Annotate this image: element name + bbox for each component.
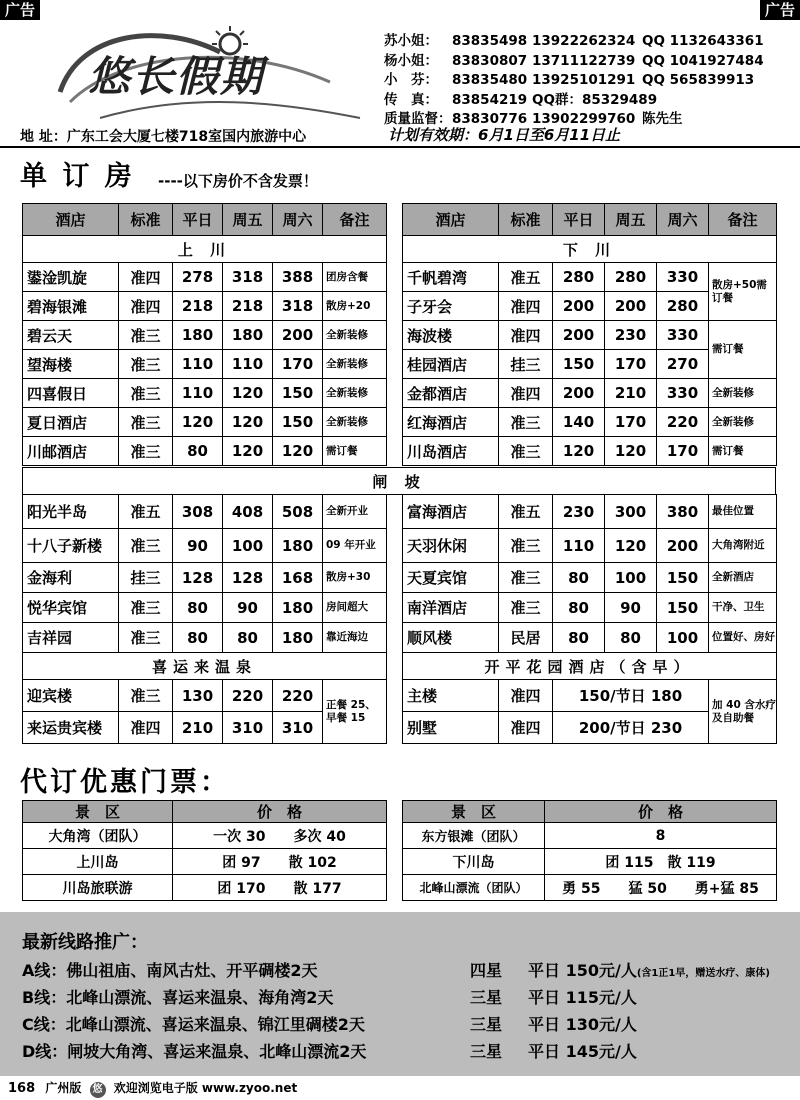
contact-qq: 陈先生: [642, 111, 683, 127]
price-friday: 170: [605, 350, 657, 379]
brand-name: 悠长假期: [88, 52, 265, 101]
rooms-title: 单 订 房: [20, 161, 135, 192]
hotel-grade: 准三: [119, 437, 173, 466]
scenic-spot: 北峰山漂流（团队）: [403, 875, 545, 901]
price-saturday: 180: [273, 623, 323, 653]
hotel-grade: 挂三: [119, 563, 173, 593]
hotel-grade: 准五: [499, 263, 553, 292]
price-friday: 110: [223, 350, 273, 379]
table-row: [403, 593, 777, 623]
price-weekday: 210: [173, 712, 223, 744]
hotel-grade: 民居: [499, 623, 553, 653]
col-header: 景 区: [23, 801, 173, 823]
ad-label-left: 广告: [0, 0, 40, 20]
price-saturday: 380: [657, 495, 709, 529]
table-row: [23, 408, 387, 437]
remark: 加 40 含水疗及自助餐: [709, 680, 777, 744]
price-friday: 310: [223, 712, 273, 744]
table-row: [403, 321, 777, 350]
price-weekday: 80: [553, 563, 605, 593]
table-row: [403, 379, 777, 408]
route-line: B线：北峰山漂流、喜运来温泉、海角湾2天: [22, 988, 334, 1007]
scenic-spot: 川岛旅联游: [23, 875, 173, 901]
region-header: 闸 坡: [23, 468, 776, 495]
price-friday: 200: [605, 292, 657, 321]
price-weekday: 308: [173, 495, 223, 529]
hotel-grade: 准四: [499, 292, 553, 321]
remark: 散房+30: [323, 563, 387, 593]
col-header: 周六: [273, 204, 323, 236]
page-number: 168: [8, 1081, 36, 1096]
table-row: [403, 849, 777, 875]
price-weekday: 110: [553, 529, 605, 563]
price-friday: 120: [223, 437, 273, 466]
route-price: 平日 145元/人: [528, 1042, 637, 1061]
scenic-spot: 上川岛: [23, 849, 173, 875]
remark: 全新装修: [323, 321, 387, 350]
contact-tel: 83830776: [452, 111, 528, 127]
hotel-name: 千帆碧湾: [403, 263, 499, 292]
ticket-price: 团 170 散 177: [173, 875, 387, 901]
table-row: [23, 350, 387, 379]
route-line: C线：北峰山漂流、喜运来温泉、锦江里碉楼2天: [22, 1015, 365, 1034]
remark: 房间超大: [323, 593, 387, 623]
remark: 全新酒店: [709, 563, 777, 593]
validity-period: 计划有效期：6月1日至6月11日止: [388, 126, 621, 144]
region-header: 开平花园酒店（含早）: [403, 653, 777, 680]
hotel-name: 四喜假日: [23, 379, 119, 408]
zhapo-header: [22, 467, 776, 495]
table-row: [403, 495, 777, 529]
price-weekday: 80: [173, 437, 223, 466]
hotel-name: 望海楼: [23, 350, 119, 379]
route-star: 四星: [470, 961, 503, 980]
hotel-name: 富海酒店: [403, 495, 499, 529]
hotel-name: 夏日酒店: [23, 408, 119, 437]
price-friday: 120: [223, 408, 273, 437]
hotel-grade: 准三: [119, 680, 173, 712]
hotel-name: 金都酒店: [403, 379, 499, 408]
contact-qq: QQ 1041927484: [642, 52, 764, 69]
contact-name: 传 真：: [384, 91, 438, 108]
price-saturday: 150: [657, 563, 709, 593]
tickets-title: 代订优惠门票：: [20, 767, 230, 798]
remark: 靠近海边: [323, 623, 387, 653]
edition-label: 广州版: [45, 1081, 82, 1095]
hotel-grade: 准四: [499, 712, 553, 744]
hotel-name: 红海酒店: [403, 408, 499, 437]
price-saturday: 170: [273, 350, 323, 379]
price-saturday: 170: [657, 437, 709, 466]
contact-row: [384, 71, 764, 91]
price-weekday: 230: [553, 495, 605, 529]
col-header: 备注: [709, 204, 777, 236]
route-price: 平日 115元/人: [528, 988, 637, 1007]
price-weekday: 90: [173, 529, 223, 563]
col-header: 平日: [173, 204, 223, 236]
col-header: 酒店: [23, 204, 119, 236]
price-saturday: 280: [657, 292, 709, 321]
contact-mobile: 13902299760: [532, 111, 636, 127]
footer-text: 欢迎浏览电子版 www.zyoo.net: [113, 1081, 298, 1095]
scenic-spot: 东方银滩（团队）: [403, 823, 545, 849]
hotel-grade: 准五: [119, 495, 173, 529]
contact-mobile: 13922262324: [532, 33, 636, 49]
price-saturday: 330: [657, 379, 709, 408]
tickets-table-right: [402, 800, 777, 901]
hotel-name: 十八子新楼: [23, 529, 119, 563]
col-header: 景 区: [403, 801, 545, 823]
ticket-price: 团 97 散 102: [173, 849, 387, 875]
hotel-grade: 准四: [499, 321, 553, 350]
table-row: [23, 292, 387, 321]
col-header: 周六: [657, 204, 709, 236]
hotel-name: 天羽休闲: [403, 529, 499, 563]
hotel-grade: 准四: [499, 680, 553, 712]
route-star: 三星: [470, 1015, 503, 1034]
rooms-table-left: [22, 203, 387, 466]
price-range: 150/节日 180: [553, 680, 709, 712]
price-friday: 180: [223, 321, 273, 350]
remark: 需订餐: [323, 437, 387, 466]
price-weekday: 140: [553, 408, 605, 437]
address: 地 址：广东工会大厦七楼718室国内旅游中心: [20, 129, 307, 145]
contact-tel: 83854219: [452, 91, 528, 108]
hotel-name: 顺风楼: [403, 623, 499, 653]
contact-row: [384, 91, 764, 111]
col-header: 备注: [323, 204, 387, 236]
hotel-name: 金海利: [23, 563, 119, 593]
table-row: [23, 875, 387, 901]
price-friday: 300: [605, 495, 657, 529]
price-saturday: 318: [273, 292, 323, 321]
table-row: [403, 875, 777, 901]
price-saturday: 200: [273, 321, 323, 350]
price-friday: 120: [605, 437, 657, 466]
price-friday: 218: [223, 292, 273, 321]
table-row: [23, 623, 387, 653]
price-weekday: 150: [553, 350, 605, 379]
contact-row: [384, 32, 764, 52]
scenic-spot: 下川岛: [403, 849, 545, 875]
hotel-grade: 准四: [499, 379, 553, 408]
contact-name: 质量监督：: [384, 111, 452, 127]
price-weekday: 278: [173, 263, 223, 292]
price-weekday: 120: [173, 408, 223, 437]
zhapo-table-left: [22, 494, 387, 744]
table-row: [403, 437, 777, 466]
badge-icon: 悠: [90, 1082, 106, 1098]
price-saturday: 180: [273, 529, 323, 563]
price-weekday: 180: [173, 321, 223, 350]
contact-tel: 83835480: [452, 72, 528, 88]
hotel-name: 主楼: [403, 680, 499, 712]
table-header-row: [403, 204, 777, 236]
table-row: [403, 408, 777, 437]
region-header: 喜运来温泉: [23, 653, 387, 680]
col-header: 平日: [553, 204, 605, 236]
remark: 最佳位置: [709, 495, 777, 529]
hotel-name: 碧海银滩: [23, 292, 119, 321]
hotel-grade: 准三: [119, 623, 173, 653]
price-saturday: 150: [273, 379, 323, 408]
route-price: [528, 958, 770, 981]
price-friday: 408: [223, 495, 273, 529]
hotel-grade: 准四: [119, 292, 173, 321]
hotel-name: 别墅: [403, 712, 499, 744]
table-row: [23, 563, 387, 593]
page-footer: [8, 1079, 297, 1098]
price-weekday: 120: [553, 437, 605, 466]
remark: 全新装修: [709, 379, 777, 408]
table-row: [403, 680, 777, 712]
price-weekday: 110: [173, 350, 223, 379]
price-weekday: 80: [173, 593, 223, 623]
hotel-grade: 挂三: [499, 350, 553, 379]
price-friday: 210: [605, 379, 657, 408]
table-row: [403, 823, 777, 849]
price-weekday: 280: [553, 263, 605, 292]
price-saturday: 388: [273, 263, 323, 292]
ticket-price: 8: [545, 823, 777, 849]
price-saturday: 508: [273, 495, 323, 529]
remark: 需订餐: [709, 321, 777, 379]
hotel-name: 川邮酒店: [23, 437, 119, 466]
price-friday: 170: [605, 408, 657, 437]
hotel-name: 海波楼: [403, 321, 499, 350]
remark: 位置好、房好: [709, 623, 777, 653]
hotel-name: 来运贵宾楼: [23, 712, 119, 744]
ad-label-right: 广告: [760, 0, 800, 20]
contact-list: [384, 32, 764, 130]
table-row: [23, 263, 387, 292]
price-weekday: 218: [173, 292, 223, 321]
remark: 正餐 25、早餐 15: [323, 680, 387, 744]
hotel-name: 川岛酒店: [403, 437, 499, 466]
price-friday: 80: [605, 623, 657, 653]
contact-mobile: QQ群：85329489: [532, 91, 658, 108]
table-row: [403, 563, 777, 593]
hotel-grade: 准三: [499, 408, 553, 437]
hotel-name: 吉祥园: [23, 623, 119, 653]
hotel-name: 迎宾楼: [23, 680, 119, 712]
table-row: [23, 849, 387, 875]
price-weekday: 200: [553, 321, 605, 350]
price-friday: 128: [223, 563, 273, 593]
col-header: 标准: [119, 204, 173, 236]
hotel-grade: 准三: [499, 437, 553, 466]
remark: 干净、卫生: [709, 593, 777, 623]
table-row: [23, 495, 387, 529]
price-saturday: 270: [657, 350, 709, 379]
table-row: [23, 321, 387, 350]
price-friday: 120: [605, 529, 657, 563]
price-saturday: 180: [273, 593, 323, 623]
route-star: 三星: [470, 988, 503, 1007]
price-weekday: 80: [173, 623, 223, 653]
contact-qq: QQ 1132643361: [642, 33, 764, 49]
route-price-extra: (含1正1早，赠送水疗、康体): [636, 968, 770, 979]
remark: 全新装修: [323, 408, 387, 437]
contact-mobile: 13711122739: [532, 52, 636, 69]
price-saturday: 220: [273, 680, 323, 712]
hotel-grade: 准三: [119, 379, 173, 408]
price-weekday: 200: [553, 379, 605, 408]
hotel-name: 阳光半岛: [23, 495, 119, 529]
price-saturday: 168: [273, 563, 323, 593]
remark: 需订餐: [709, 437, 777, 466]
price-friday: 318: [223, 263, 273, 292]
contact-qq: QQ 565839913: [642, 72, 755, 88]
remark: 散房+20: [323, 292, 387, 321]
route-line: A线：佛山祖庙、南风古灶、开平碉楼2天: [22, 961, 318, 980]
remark: 散房+50需订餐: [709, 263, 777, 321]
scenic-spot: 大角湾（团队）: [23, 823, 173, 849]
contact-row: [384, 52, 764, 72]
remark: 全新装修: [709, 408, 777, 437]
table-header-row: [23, 204, 387, 236]
col-header: 价 格: [173, 801, 387, 823]
hotel-grade: 准四: [119, 263, 173, 292]
rooms-note: ----以下房价不含发票！: [158, 172, 318, 190]
hotel-grade: 准三: [499, 529, 553, 563]
price-friday: 220: [223, 680, 273, 712]
remark: 团房含餐: [323, 263, 387, 292]
contact-tel: 83835498: [452, 33, 528, 49]
hotel-name: 碧云天: [23, 321, 119, 350]
col-header: 酒店: [403, 204, 499, 236]
table-row: [23, 823, 387, 849]
price-range: 200/节日 230: [553, 712, 709, 744]
hotel-name: 南洋酒店: [403, 593, 499, 623]
hotel-grade: 准三: [119, 408, 173, 437]
contact-tel: 83830807: [452, 52, 528, 69]
hotel-grade: 准三: [119, 529, 173, 563]
contact-name: 杨小姐：: [384, 52, 438, 69]
price-friday: 80: [223, 623, 273, 653]
price-friday: 230: [605, 321, 657, 350]
ticket-price: 勇 55 猛 50 勇+猛 85: [545, 875, 777, 901]
hotel-name: 桂园酒店: [403, 350, 499, 379]
hotel-grade: 准四: [119, 712, 173, 744]
hotel-grade: 准五: [499, 495, 553, 529]
price-weekday: 200: [553, 292, 605, 321]
col-header: 价 格: [545, 801, 777, 823]
route-price: 平日 130元/人: [528, 1015, 637, 1034]
price-friday: 90: [605, 593, 657, 623]
price-saturday: 310: [273, 712, 323, 744]
tickets-table-left: [22, 800, 387, 901]
ticket-price: 一次 30 多次 40: [173, 823, 387, 849]
hotel-name: 天夏宾馆: [403, 563, 499, 593]
remark: 全新装修: [323, 350, 387, 379]
table-row: [23, 529, 387, 563]
table-row: [403, 529, 777, 563]
price-friday: 120: [223, 379, 273, 408]
col-header: 周五: [223, 204, 273, 236]
hotel-grade: 准三: [119, 350, 173, 379]
rooms-table-right: [402, 203, 777, 466]
price-friday: 100: [223, 529, 273, 563]
table-row: [23, 379, 387, 408]
price-saturday: 200: [657, 529, 709, 563]
col-header: 周五: [605, 204, 657, 236]
col-header: 标准: [499, 204, 553, 236]
contact-mobile: 13925101291: [532, 72, 636, 88]
price-friday: 280: [605, 263, 657, 292]
zhapo-table-right: [402, 494, 777, 744]
price-weekday: 110: [173, 379, 223, 408]
promo-title: 最新线路推广：: [22, 932, 148, 953]
hotel-name: 悦华宾馆: [23, 593, 119, 623]
price-saturday: 330: [657, 321, 709, 350]
header-divider: [0, 146, 800, 148]
hotel-grade: 准三: [499, 593, 553, 623]
route-line: D线：闸坡大角湾、喜运来温泉、北峰山漂流2天: [22, 1042, 367, 1061]
price-friday: 100: [605, 563, 657, 593]
route-price-value: 平日 150元/人: [528, 961, 637, 980]
price-weekday: 130: [173, 680, 223, 712]
region-header: 上 川: [23, 236, 387, 263]
hotel-grade: 准三: [119, 321, 173, 350]
price-saturday: 150: [273, 408, 323, 437]
contact-name: 小 芬：: [384, 72, 438, 88]
hotel-name: 鍙淦凯旋: [23, 263, 119, 292]
remark: 全新装修: [323, 379, 387, 408]
remark: 09 年开业: [323, 529, 387, 563]
price-saturday: 100: [657, 623, 709, 653]
price-saturday: 120: [273, 437, 323, 466]
price-weekday: 80: [553, 593, 605, 623]
price-saturday: 150: [657, 593, 709, 623]
region-header: 下 川: [403, 236, 777, 263]
price-saturday: 220: [657, 408, 709, 437]
route-star: 三星: [470, 1042, 503, 1061]
table-row: [403, 623, 777, 653]
price-friday: 90: [223, 593, 273, 623]
remark: 全新开业: [323, 495, 387, 529]
hotel-name: 子牙会: [403, 292, 499, 321]
table-row: [403, 263, 777, 292]
table-row: [23, 680, 387, 712]
hotel-grade: 准三: [119, 593, 173, 623]
hotel-grade: 准三: [499, 563, 553, 593]
table-row: [23, 593, 387, 623]
table-row: [23, 437, 387, 466]
ticket-price: 团 115 散 119: [545, 849, 777, 875]
remark: 大角湾附近: [709, 529, 777, 563]
price-weekday: 128: [173, 563, 223, 593]
price-weekday: 80: [553, 623, 605, 653]
contact-name: 苏小姐：: [384, 33, 438, 49]
price-saturday: 330: [657, 263, 709, 292]
